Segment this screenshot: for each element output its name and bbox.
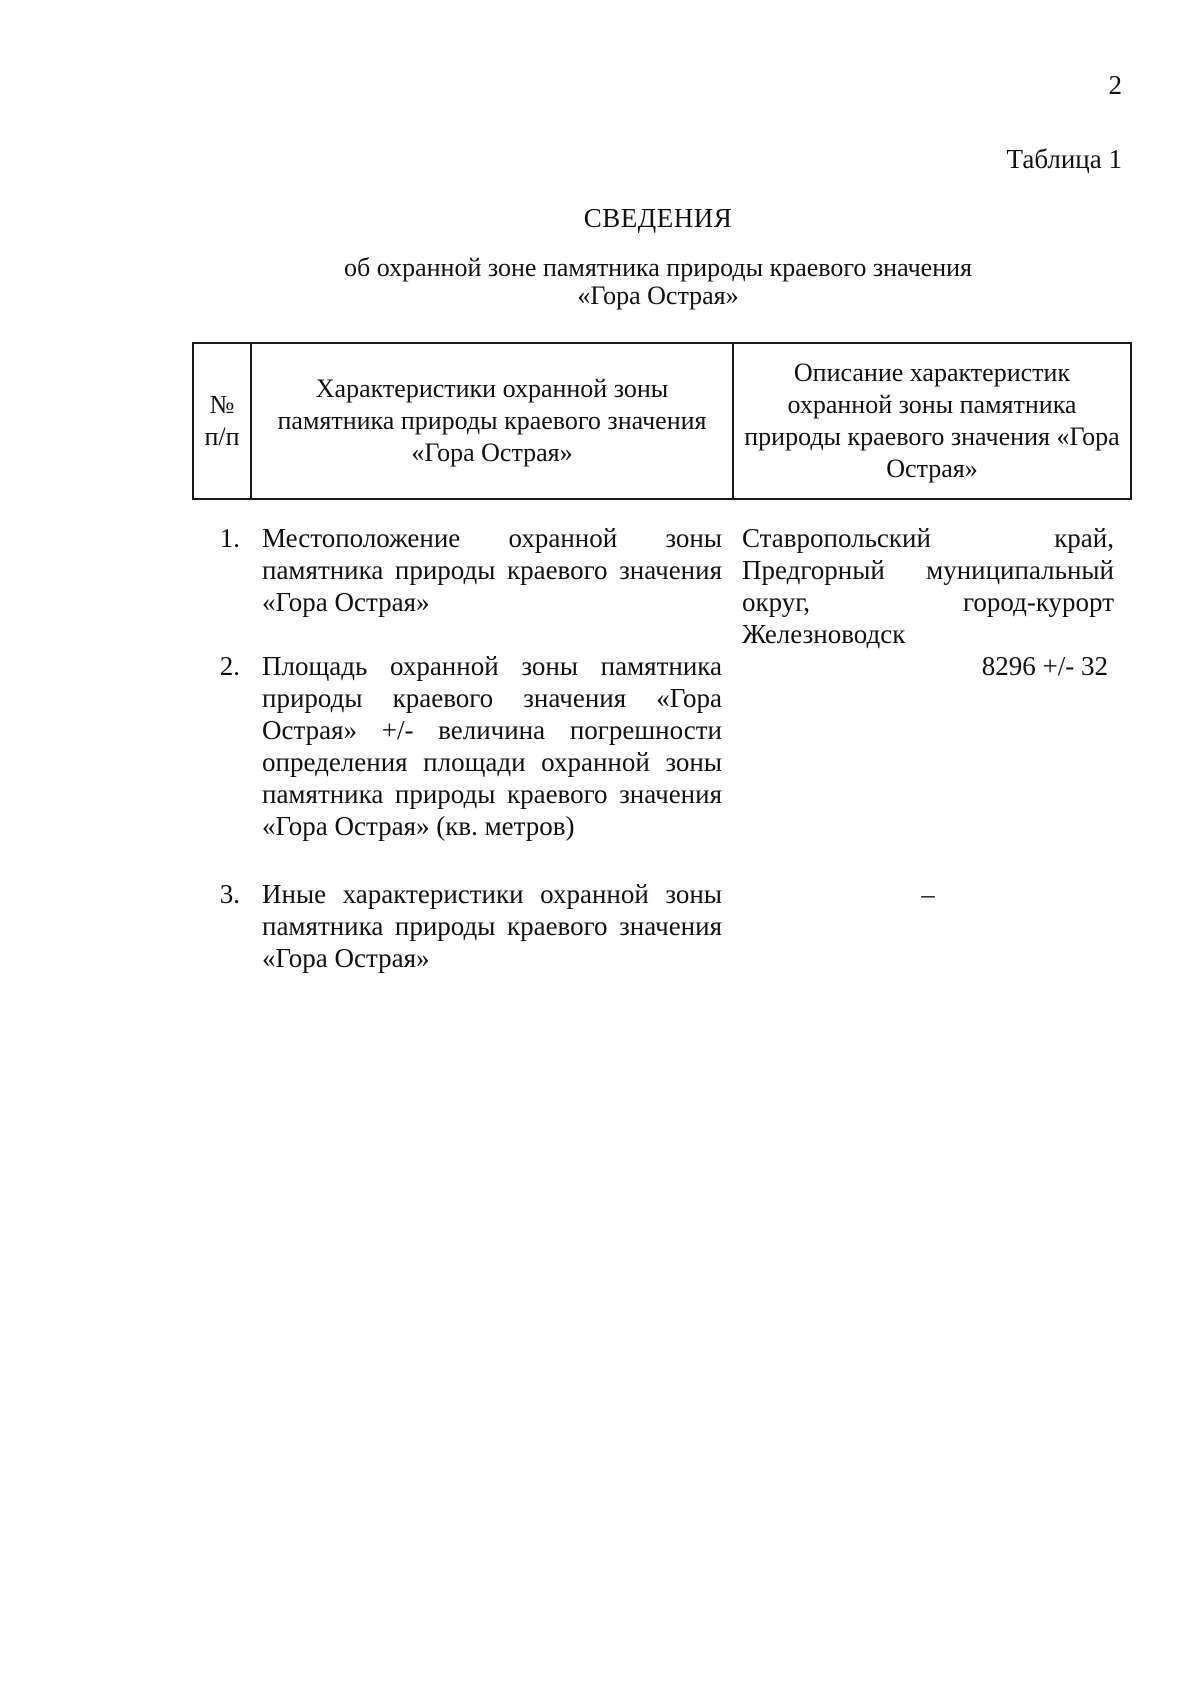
header-cell-characteristic: Характеристики охранной зоны памятника природы краевого значения «Гора Острая» <box>251 343 733 499</box>
subtitle-line-2: «Гора Острая» <box>577 281 739 310</box>
table-header <box>192 342 1132 500</box>
row-number: 3. <box>219 879 240 909</box>
table-row <box>192 650 1130 878</box>
header-row <box>193 343 1131 499</box>
header-cell-description: Описание характеристик охранной зоны памятника природы краевого значения «Гора Острая» <box>733 343 1131 499</box>
table-label: Таблица 1 <box>1006 144 1122 174</box>
row-description: Ставропольский край, Предгорный муниципальный округ, город-курорт Железноводск <box>742 523 1114 649</box>
document-subtitle <box>0 254 1200 310</box>
header-number-abbrev: п/п <box>204 422 240 451</box>
header-cell-number <box>193 343 251 499</box>
table-body <box>192 522 1130 988</box>
row-characteristic: Местоположение охранной зоны памятника природы краевого значения «Гора Острая» <box>262 523 722 617</box>
table-row <box>192 878 1130 988</box>
table-row <box>192 522 1130 650</box>
row-description: 8296 +/- 32 <box>981 651 1108 681</box>
document-title: СВЕДЕНИЯ <box>583 203 733 233</box>
page-number: 2 <box>1108 70 1122 100</box>
subtitle-line-1: об охранной зоне памятника природы краевого значения <box>344 253 972 282</box>
row-characteristic: Площадь охранной зоны памятника природы краевого значения «Гора Острая» +/- величина погрешности определения площади охранной зоны памятника природы краевого значения «Гора Острая» (кв. метров) <box>262 651 722 841</box>
header-number-sign: № <box>209 390 235 419</box>
row-number: 1. <box>219 523 240 553</box>
row-characteristic: Иные характеристики охранной зоны памятника природы краевого значения «Гора Острая» <box>262 879 722 973</box>
row-number: 2. <box>219 651 240 681</box>
row-description: – <box>921 879 935 909</box>
